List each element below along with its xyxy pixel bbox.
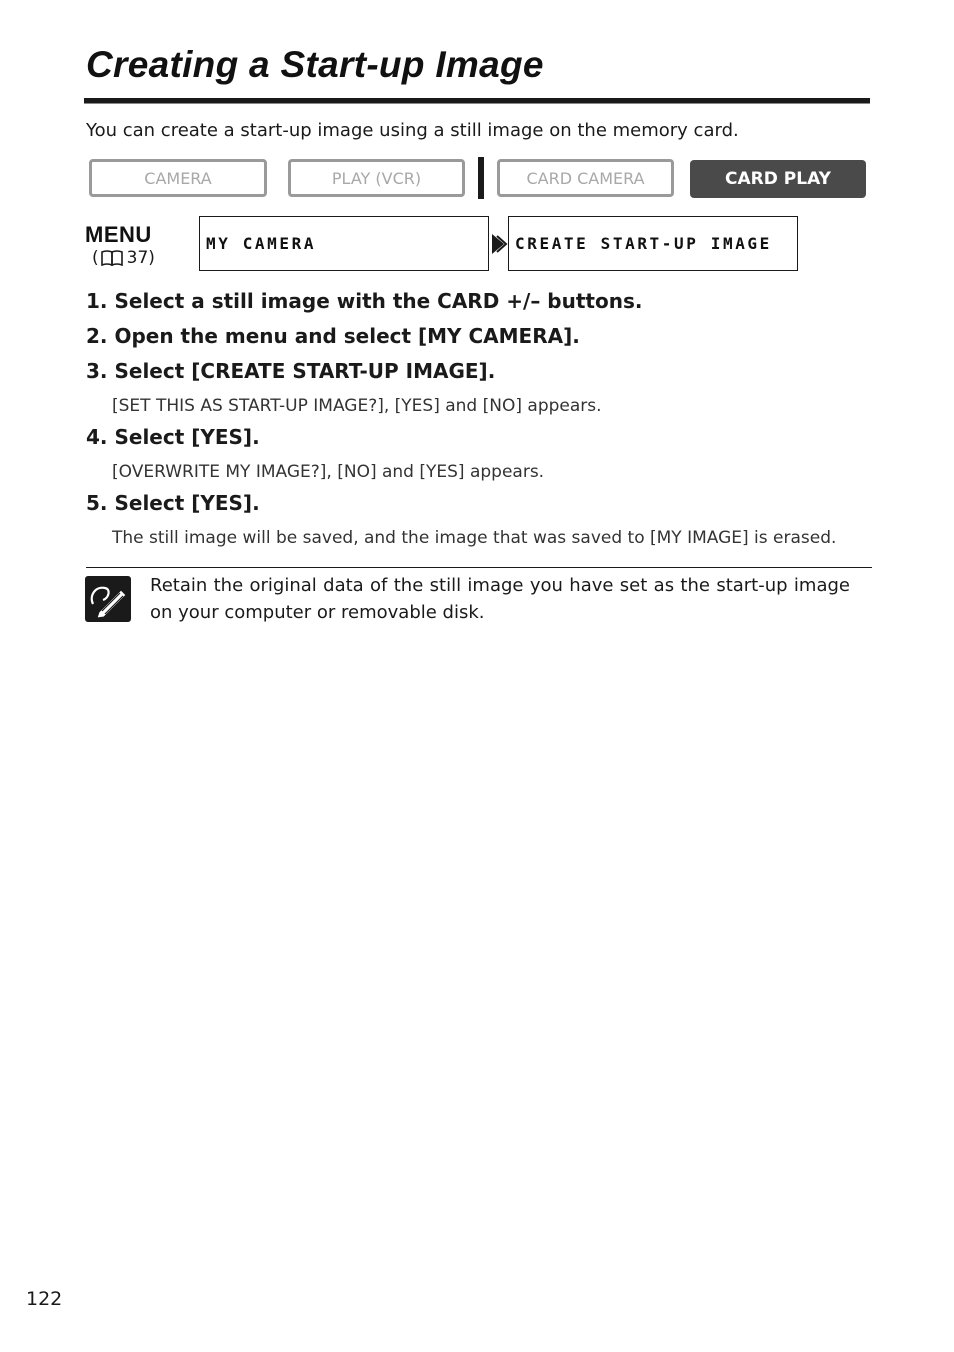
menu-ref-open: ( bbox=[92, 248, 99, 268]
title-rule-shadow bbox=[84, 103, 870, 104]
menu-path-my-camera: MY CAMERA bbox=[199, 216, 489, 271]
mode-divider bbox=[478, 157, 484, 199]
step-2: 2. Open the menu and select [MY CAMERA]. bbox=[86, 324, 580, 348]
menu-page-reference bbox=[92, 248, 155, 268]
arrow-right-icon bbox=[490, 232, 508, 256]
page-title: Creating a Start-up Image bbox=[86, 44, 544, 85]
note-pencil-icon bbox=[85, 576, 131, 622]
mode-camera: CAMERA bbox=[89, 159, 267, 197]
mode-card-play: CARD PLAY bbox=[690, 160, 866, 198]
book-icon bbox=[101, 250, 123, 266]
menu-label: MENU bbox=[85, 222, 152, 247]
mode-card-camera: CARD CAMERA bbox=[497, 159, 674, 197]
step-4-note: [OVERWRITE MY IMAGE?], [NO] and [YES] appears. bbox=[112, 462, 545, 482]
step-3-note: [SET THIS AS START-UP IMAGE?], [YES] and [NO] appears. bbox=[112, 396, 602, 416]
page-number: 122 bbox=[26, 1288, 63, 1310]
step-4: 4. Select [YES]. bbox=[86, 425, 260, 449]
note-text: Retain the original data of the still image you have set as the start-up image on your computer or removable disk. bbox=[150, 575, 850, 623]
intro-text: You can create a start-up image using a still image on the memory card. bbox=[86, 120, 739, 141]
mode-play-vcr: PLAY (VCR) bbox=[288, 159, 465, 197]
step-5: 5. Select [YES]. bbox=[86, 491, 260, 515]
menu-path-create-startup-image: CREATE START-UP IMAGE bbox=[508, 216, 798, 271]
step-1: 1. Select a still image with the CARD +/– buttons. bbox=[86, 289, 643, 313]
note-rule bbox=[86, 567, 872, 568]
step-3: 3. Select [CREATE START-UP IMAGE]. bbox=[86, 359, 496, 383]
step-5-note: The still image will be saved, and the image that was saved to [MY IMAGE] is erased. bbox=[112, 528, 837, 548]
menu-ref-page: 37) bbox=[126, 248, 155, 268]
